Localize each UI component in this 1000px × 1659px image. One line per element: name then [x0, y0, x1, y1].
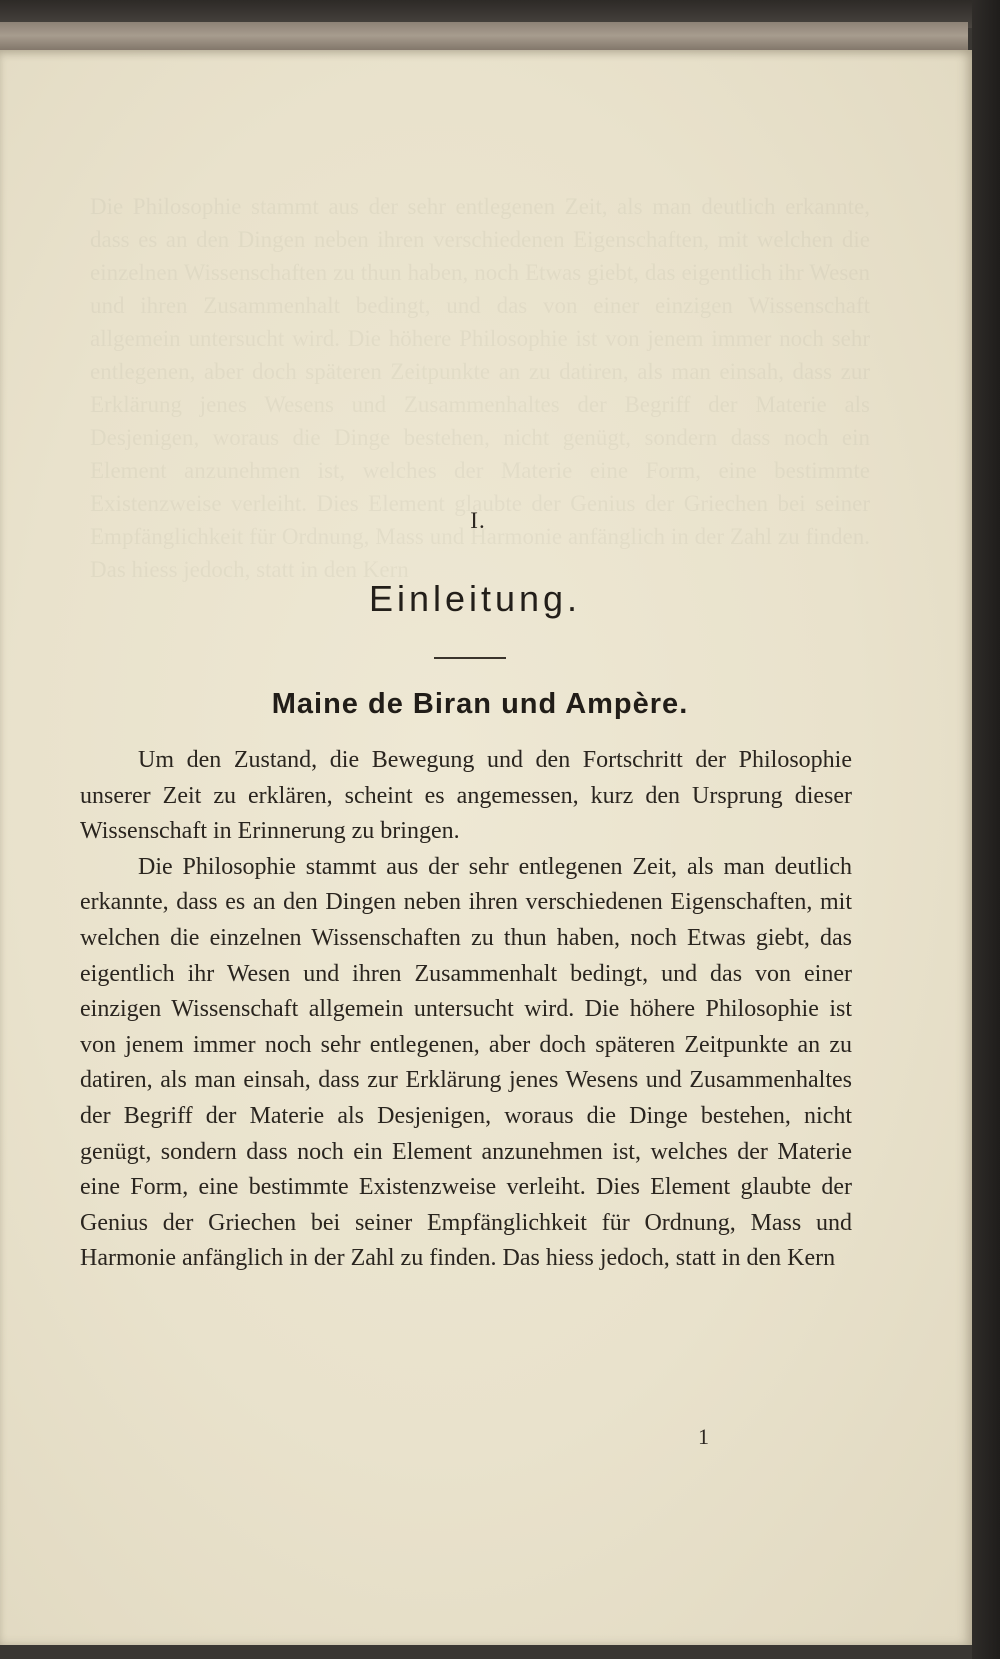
chapter-number: I.	[470, 508, 486, 533]
section-divider	[434, 657, 506, 659]
page-number: 1	[698, 1424, 709, 1449]
body-text	[80, 743, 852, 1277]
section-title: Maine de Biran und Ampère.	[271, 688, 689, 720]
chapter-title: Einleitung.	[368, 578, 582, 619]
paragraph-2: Die Philosophie stammt aus der sehr entlegenen Zeit, als man deutlich erkannte, dass es an den Dingen neben ihren verschiedenen Eigenschaften, mit welchen die einzelnen Wissenschaften zu thun haben, noch Etwas giebt, das eigentlich ihr Wesen und ihren Zusammenhalt bedingt, und das von einer einzigen Wissenschaft allgemein untersucht wird. Die höhere Philosophie ist von jenem immer noch sehr entlegenen, aber doch späteren Zeitpunkte an zu datiren, als man einsah, dass zur Erklärung jenes Wesens und Zusammenhaltes der Begriff der Materie als Desjenigen, woraus die Dinge bestehen, nicht genügt, sondern dass noch ein Element anzunehmen ist, welches der Materie eine Form, eine bestimmte Existenzweise verleiht. Dies Element glaubte der Genius der Griechen bei seiner Empfänglichkeit für Ordnung, Mass und Harmonie anfänglich in der Zahl zu finden. Das hiess jedoch, statt in den Kern	[80, 853, 852, 1272]
paragraph-1: Um den Zustand, die Bewegung und den Fortschritt der Philosophie unserer Zeit zu erklären, scheint es angemessen, kurz den Ursprung dieser Wissenschaft in Erinnerung zu bringen.	[80, 747, 852, 845]
scan-background-right	[972, 0, 1000, 1659]
